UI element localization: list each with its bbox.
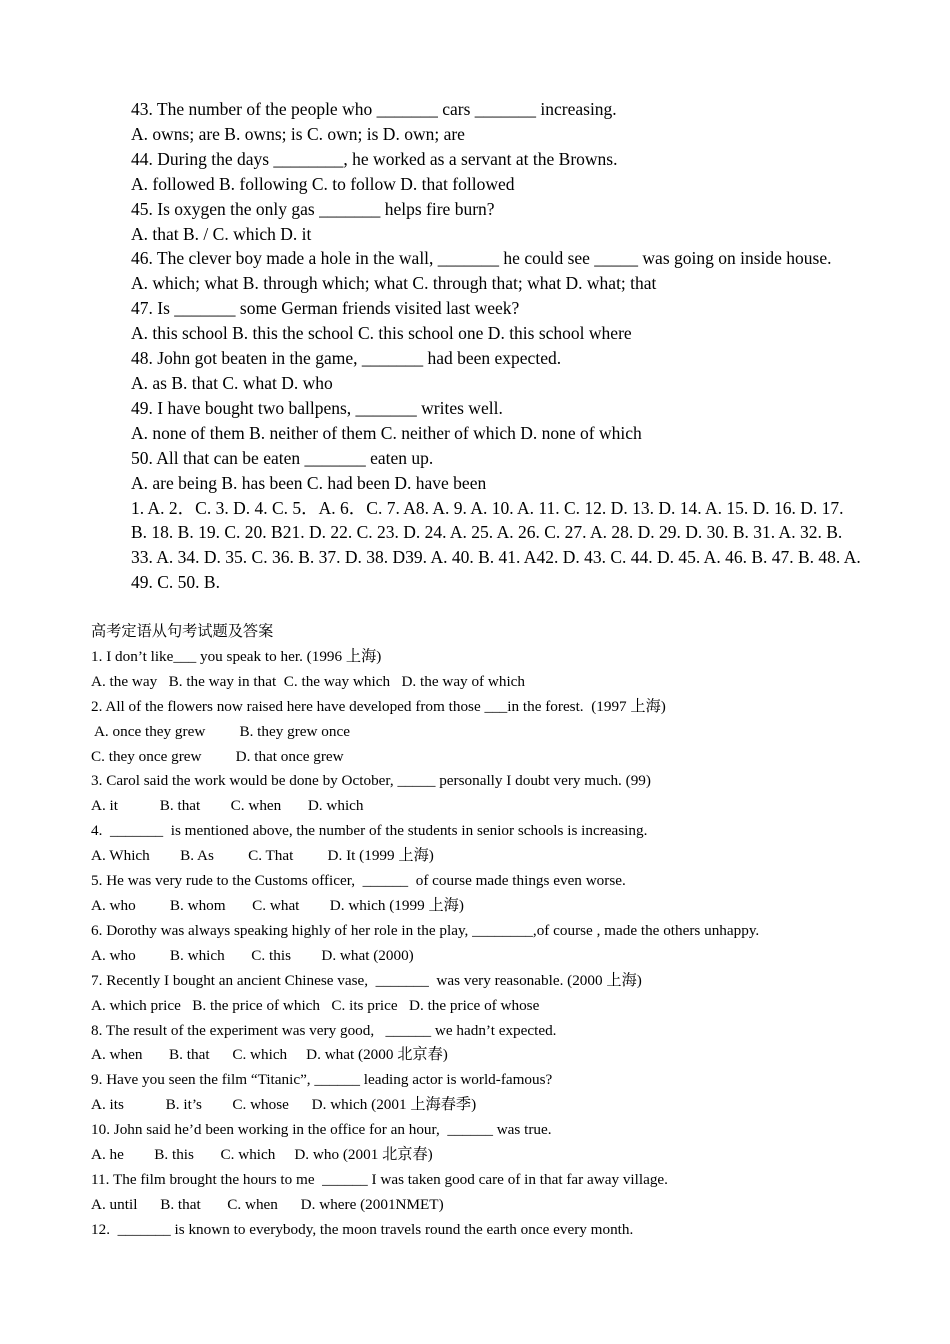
options-48: A. as B. that C. what D. who [131, 372, 333, 393]
exam-options-3: A. it B. that C. when D. which [91, 797, 364, 815]
exam-question-4: 4. _______ is mentioned above, the number of the students in senior schools is increasing. [91, 822, 648, 840]
exam-options-9: A. its B. it’s C. whose D. which (2001 上海春季) [91, 1096, 477, 1114]
exam-options-2b: C. they once grew D. that once grew [91, 747, 344, 765]
exam-question-7: 7. Recently I bought an ancient Chinese vase, _______ was very reasonable. (2000 上海) [91, 971, 642, 989]
exam-question-10: 10. John said he’d been working in the office for an hour, ______ was true. [91, 1121, 552, 1139]
exam-section [91, 620, 861, 1243]
question-48: 48. John got beaten in the game, _______ had been expected. [131, 348, 562, 369]
question-50: 50. All that can be eaten _______ eaten up. [131, 447, 434, 468]
exam-question-1: 1. I don’t like___ you speak to her. (1996 上海) [91, 647, 382, 665]
question-44: 44. During the days ________, he worked as a servant at the Browns. [131, 148, 618, 169]
exam-question-12: 12. _______ is known to everybody, the moon travels round the earth once every month. [91, 1220, 634, 1238]
question-46: 46. The clever boy made a hole in the wall, _______ he could see _____ was going on inside house. [131, 248, 832, 269]
options-49: A. none of them B. neither of them C. neither of which D. none of which [131, 422, 642, 443]
question-45: 45. Is oxygen the only gas _______ helps fire burn? [131, 198, 495, 219]
answer-key: 1. A. 2．C. 3. D. 4. C. 5．A. 6．C. 7. A8. A. 9. A. 10. A. 11. C. 12. D. 13. D. 14. A. 15. D. 16. D. 17. B. 18. B. 19. C. 20. B21. D. 22. C. 23. D. 24. A. 25. A. 26. C. 27. A. 28. D. 29. D. 30. B. 31. A. 32. B. 33. A. 34. D. 35. C. 36. B. 37. D. 38. D39. A. 40. B. 41. A42. D. 43. C. 44. D. 45. A. 46. B. 47. B. 48. A. 49. C. 50. B. [131, 497, 861, 593]
exam-options-2a: A. once they grew B. they grew once [91, 722, 350, 740]
question-47: 47. Is _______ some German friends visited last week? [131, 298, 520, 319]
exam-question-3: 3. Carol said the work would be done by October, _____ personally I doubt very much. (99) [91, 772, 651, 790]
question-43: 43. The number of the people who _______ cars _______ increasing. [131, 99, 617, 119]
exam-question-9: 9. Have you seen the film “Titanic”, ______ leading actor is world-famous? [91, 1071, 553, 1089]
options-45: A. that B. / C. which D. it [131, 223, 312, 244]
options-44: A. followed B. following C. to follow D. that followed [131, 173, 515, 194]
exam-options-7: A. which price B. the price of which C. its price D. the price of whose [91, 996, 540, 1014]
exam-options-10: A. he B. this C. which D. who (2001 北京春) [91, 1146, 433, 1164]
exam-options-11: A. until B. that C. when D. where (2001NMET) [91, 1195, 444, 1213]
exam-options-8: A. when B. that C. which D. what (2000 北京春) [91, 1046, 448, 1064]
questions-section [131, 97, 861, 595]
options-43: A. owns; are B. owns; is C. own; is D. own; are [131, 123, 465, 144]
exam-question-2: 2. All of the flowers now raised here have developed from those ___in the forest. (1997 上海) [91, 697, 666, 715]
exam-question-8: 8. The result of the experiment was very good, ______ we hadn’t expected. [91, 1021, 557, 1039]
options-50: A. are being B. has been C. had been D. have been [131, 472, 487, 493]
exam-options-5: A. who B. whom C. what D. which (1999 上海) [91, 896, 464, 914]
exam-options-6: A. who B. which C. this D. what (2000) [91, 946, 414, 964]
exam-question-5: 5. He was very rude to the Customs officer, ______ of course made things even worse. [91, 872, 626, 890]
exam-options-4: A. Which B. As C. That D. It (1999 上海) [91, 847, 434, 865]
options-46: A. which; what B. through which; what C. through that; what D. what; that [131, 273, 657, 294]
question-49: 49. I have bought two ballpens, _______ writes well. [131, 397, 503, 418]
exam-question-11: 11. The film brought the hours to me ______ I was taken good care of in that far away village. [91, 1170, 668, 1188]
exam-options-1: A. the way B. the way in that C. the way which D. the way of which [91, 672, 526, 690]
exam-question-6: 6. Dorothy was always speaking highly of her role in the play, ________,of course , made the others unhappy. [91, 921, 760, 939]
options-47: A. this school B. this the school C. this school one D. this school where [131, 323, 632, 344]
section-heading: 高考定语从句考试题及答案 [91, 623, 274, 640]
